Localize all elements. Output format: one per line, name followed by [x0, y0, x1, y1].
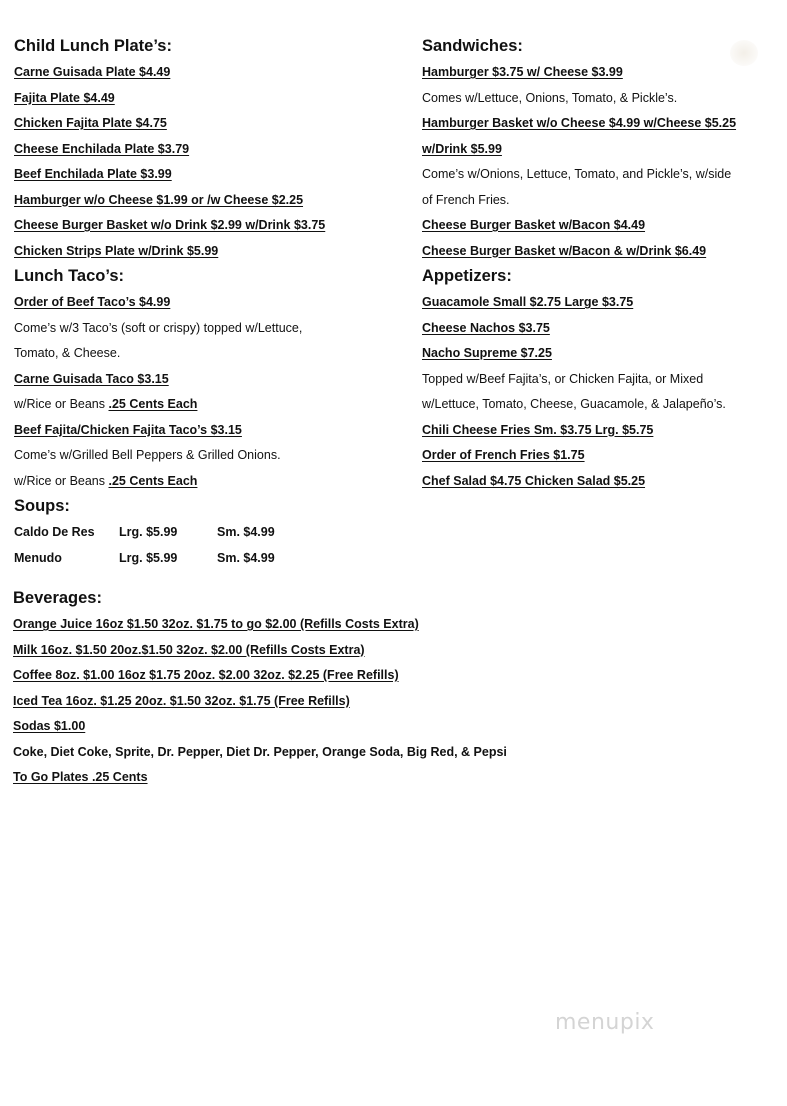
beverages-heading: Beverages:	[13, 589, 102, 607]
menu-item-chef-salad: Chef Salad $4.75 Chicken Salad $5.25	[422, 473, 646, 488]
menu-item-beef-tacos: Order of Beef Taco’s $4.99	[14, 295, 171, 309]
menu-item-hamburger: Hamburger $3.75 w/ Cheese $3.99	[422, 65, 623, 79]
item-description: Comes w/Lettuce, Onions, Tomato, & Pickle’s.	[422, 90, 678, 105]
item-description: Come’s w/Grilled Bell Peppers & Grilled Onions.	[14, 448, 281, 462]
menu-item-cheese-burger-basket-child: Cheese Burger Basket w/o Drink $2.99 w/Drink $3.75	[14, 218, 326, 232]
menu-item-orange-juice: Orange Juice 16oz $1.50 32oz. $1.75 to go $2.00 (Refills Costs Extra)	[13, 617, 419, 631]
lunch-taco-heading: Lunch Taco’s:	[14, 267, 125, 285]
item-description: Tomato, & Cheese.	[14, 346, 121, 360]
menu-item-coffee: Coffee 8oz. $1.00 16oz $1.75 20oz. $2.00 32oz. $2.25 (Free Refills)	[13, 668, 399, 682]
right-column	[422, 34, 780, 494]
menu-item-nacho-supreme: Nacho Supreme $7.25	[422, 346, 552, 360]
menupix-watermark: menupix	[555, 1010, 655, 1035]
soup-row: Menudo Lrg. $5.99 Sm. $4.99	[14, 550, 275, 565]
appetizers-heading: Appetizers:	[422, 267, 512, 285]
menu-item-french-fries: Order of French Fries $1.75	[422, 448, 585, 462]
menu-item-hamburger-child: Hamburger w/o Cheese $1.99 or /w Cheese $2.25	[14, 192, 304, 207]
menu-item-fajita-tacos: Beef Fajita/Chicken Fajita Taco’s $3.15	[14, 422, 242, 437]
menu-item-carne-guisada-plate: Carne Guisada Plate $4.49	[14, 65, 171, 79]
soups-heading: Soups:	[14, 497, 70, 515]
menu-item-hamburger-basket: Hamburger Basket w/o Cheese $4.99 w/Cheese $5.25	[422, 116, 737, 130]
menu-item-cheese-burger-bacon: Cheese Burger Basket w/Bacon $4.49	[422, 218, 646, 232]
item-description: Topped w/Beef Fajita’s, or Chicken Fajita, or Mixed	[422, 371, 704, 386]
menu-item-hamburger-basket-drink: w/Drink $5.99	[422, 141, 502, 156]
menu-item-fajita-plate: Fajita Plate $4.49	[14, 90, 115, 105]
menu-item-chicken-fajita-plate: Chicken Fajita Plate $4.75	[14, 116, 167, 130]
child-lunch-heading: Child Lunch Plate’s:	[14, 37, 172, 55]
menu-item-cheese-burger-bacon-drink: Cheese Burger Basket w/Bacon & w/Drink $6.49	[422, 243, 707, 258]
menu-item-iced-tea: Iced Tea 16oz. $1.25 20oz. $1.50 32oz. $1.75 (Free Refills)	[13, 693, 350, 708]
menu-item-cheese-enchilada-plate: Cheese Enchilada Plate $3.79	[14, 141, 190, 156]
menu-item-beef-enchilada-plate: Beef Enchilada Plate $3.99	[14, 167, 172, 181]
soup-row: Caldo De Res Lrg. $5.99 Sm. $4.99	[14, 525, 275, 539]
sandwiches-heading: Sandwiches:	[422, 37, 523, 55]
item-description: Come’s w/3 Taco’s (soft or crispy) topped w/Lettuce,	[14, 320, 303, 335]
menu-item-milk: Milk 16oz. $1.50 20oz.$1.50 32oz. $2.00 (Refills Costs Extra)	[13, 642, 365, 657]
left-column	[14, 34, 409, 571]
item-description: w/Rice or Beans .25 Cents Each	[14, 397, 198, 411]
item-description: of French Fries.	[422, 192, 510, 207]
beverages-section	[13, 586, 773, 791]
menu-item-sodas: Sodas $1.00	[13, 719, 86, 733]
item-description: w/Rice or Beans .25 Cents Each	[14, 473, 198, 488]
menu-item-guacamole: Guacamole Small $2.75 Large $3.75	[422, 295, 634, 309]
menu-item-chicken-strips-plate: Chicken Strips Plate w/Drink $5.99	[14, 243, 219, 258]
menu-item-cheese-nachos: Cheese Nachos $3.75	[422, 320, 550, 335]
menu-item-to-go-plates: To Go Plates .25 Cents	[13, 770, 148, 784]
item-description: Come’s w/Onions, Lettuce, Tomato, and Pickle’s, w/side	[422, 167, 732, 181]
menu-item-chili-cheese-fries: Chili Cheese Fries Sm. $3.75 Lrg. $5.75	[422, 422, 654, 437]
item-description: w/Lettuce, Tomato, Cheese, Guacamole, & Jalapeño’s.	[422, 397, 726, 411]
menu-item-carne-guisada-taco: Carne Guisada Taco $3.15	[14, 371, 169, 386]
soda-list: Coke, Diet Coke, Sprite, Dr. Pepper, Diet Dr. Pepper, Orange Soda, Big Red, & Pepsi	[13, 744, 507, 759]
